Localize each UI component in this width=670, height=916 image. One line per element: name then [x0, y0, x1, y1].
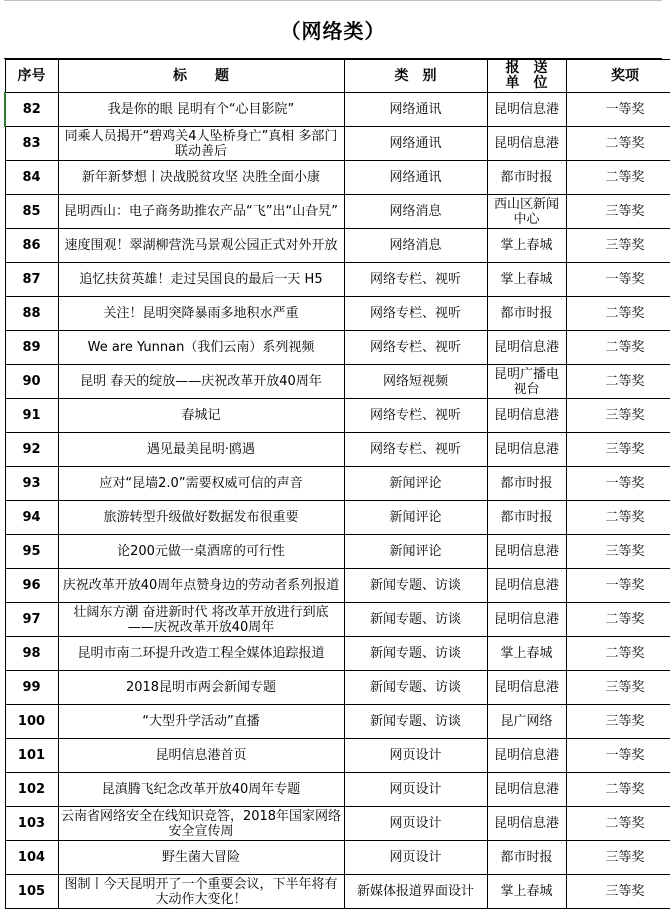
cell-title: 昆明西山：电子商务助推农产品“飞”出“山旮旯”	[58, 195, 344, 229]
cell-category: 新闻评论	[344, 467, 487, 501]
table-row	[5, 841, 670, 875]
award-sheet	[4, 0, 662, 909]
cell-award: 二等奖	[566, 331, 670, 365]
table-row	[5, 739, 670, 773]
header-unit-label: 报 送 单 位	[505, 60, 548, 91]
cell-title: We are Yunnan（我们云南）系列视频	[58, 331, 344, 365]
cell-title: 遇见最美昆明·鸥遇	[58, 433, 344, 467]
cell-award: 三等奖	[566, 229, 670, 263]
cell-unit: 掌上春城	[487, 637, 566, 671]
cell-unit: 掌上春城	[487, 875, 566, 909]
cell-award: 二等奖	[566, 161, 670, 195]
title-row	[4, 0, 662, 59]
cell-index: 99	[5, 671, 58, 705]
cell-index: 91	[5, 399, 58, 433]
cell-unit: 都市时报	[487, 161, 566, 195]
cell-unit: 都市时报	[487, 297, 566, 331]
cell-category: 网络专栏、视听	[344, 297, 487, 331]
table-row	[5, 331, 670, 365]
table-row	[5, 297, 670, 331]
cell-category: 新闻专题、访谈	[344, 705, 487, 739]
table-row	[5, 705, 670, 739]
cell-title: 图制丨今天昆明开了一个重要会议，下半年将有大动作大变化！	[58, 875, 344, 909]
cell-category: 网络消息	[344, 195, 487, 229]
cell-unit: 昆明信息港	[487, 807, 566, 841]
table-row	[5, 467, 670, 501]
cell-category: 新闻评论	[344, 501, 487, 535]
cell-unit: 都市时报	[487, 841, 566, 875]
cell-category: 网页设计	[344, 739, 487, 773]
cell-category: 网络专栏、视听	[344, 263, 487, 297]
header-award: 奖项	[566, 60, 670, 93]
cell-title: 追忆扶贫英雄！走过吴国良的最后一天 H5	[58, 263, 344, 297]
cell-category: 新闻评论	[344, 535, 487, 569]
cell-title: 应对“昆墙2.0”需要权威可信的声音	[58, 467, 344, 501]
cell-category: 网络专栏、视听	[344, 399, 487, 433]
cell-index: 101	[5, 739, 58, 773]
cell-unit: 昆明信息港	[487, 127, 566, 161]
cell-unit: 掌上春城	[487, 229, 566, 263]
header-row	[5, 60, 670, 93]
cell-award: 二等奖	[566, 637, 670, 671]
cell-category: 新闻专题、访谈	[344, 671, 487, 705]
cell-unit: 昆明信息港	[487, 535, 566, 569]
cell-category: 网络短视频	[344, 365, 487, 399]
cell-index: 92	[5, 433, 58, 467]
cell-category: 网络通讯	[344, 93, 487, 127]
cell-award: 二等奖	[566, 773, 670, 807]
cell-award: 二等奖	[566, 807, 670, 841]
cell-award: 三等奖	[566, 841, 670, 875]
table-row	[5, 365, 670, 399]
header-index: 序号	[5, 60, 58, 93]
cell-unit: 掌上春城	[487, 263, 566, 297]
cell-index: 102	[5, 773, 58, 807]
cell-category: 网络通讯	[344, 161, 487, 195]
table-row	[5, 637, 670, 671]
header-unit	[487, 60, 566, 93]
cell-title: 云南省网络安全在线知识竞答，2018年国家网络安全宣传周	[58, 807, 344, 841]
cell-award: 一等奖	[566, 467, 670, 501]
cell-title: 新年新梦想丨决战脱贫攻坚 决胜全面小康	[58, 161, 344, 195]
table-row	[5, 263, 670, 297]
cell-category: 网页设计	[344, 841, 487, 875]
table-body	[5, 93, 670, 909]
table-row	[5, 603, 670, 637]
cell-category: 网络专栏、视听	[344, 331, 487, 365]
cell-title: 2018昆明市两会新闻专题	[58, 671, 344, 705]
header-title: 标 题	[58, 60, 344, 93]
table-row	[5, 161, 670, 195]
table-row	[5, 773, 670, 807]
cell-unit: 都市时报	[487, 467, 566, 501]
cell-category: 新媒体报道界面设计	[344, 875, 487, 909]
cell-index: 94	[5, 501, 58, 535]
cell-unit: 昆明信息港	[487, 433, 566, 467]
cell-award: 一等奖	[566, 263, 670, 297]
table-row	[5, 875, 670, 909]
cell-index: 104	[5, 841, 58, 875]
cell-title: 旅游转型升级做好数据发布很重要	[58, 501, 344, 535]
cell-category: 网络专栏、视听	[344, 433, 487, 467]
cell-index: 100	[5, 705, 58, 739]
cell-award: 一等奖	[566, 93, 670, 127]
table-row	[5, 535, 670, 569]
cell-award: 三等奖	[566, 671, 670, 705]
table-row	[5, 399, 670, 433]
awards-table	[4, 59, 670, 909]
cell-index: 84	[5, 161, 58, 195]
cell-index: 83	[5, 127, 58, 161]
cell-award: 二等奖	[566, 297, 670, 331]
table-row	[5, 127, 670, 161]
cell-title: 昆明 春天的绽放——庆祝改革开放40周年	[58, 365, 344, 399]
cell-index: 95	[5, 535, 58, 569]
cell-award: 二等奖	[566, 603, 670, 637]
cell-category: 新闻专题、访谈	[344, 603, 487, 637]
cell-index: 96	[5, 569, 58, 603]
cell-index: 105	[5, 875, 58, 909]
table-row	[5, 229, 670, 263]
cell-title: 论200元做一桌酒席的可行性	[58, 535, 344, 569]
cell-index: 93	[5, 467, 58, 501]
cell-category: 网络通讯	[344, 127, 487, 161]
cell-unit: 昆明信息港	[487, 603, 566, 637]
table-row	[5, 433, 670, 467]
cell-title: 速度围观！翠湖柳营洗马景观公园正式对外开放	[58, 229, 344, 263]
cell-index: 85	[5, 195, 58, 229]
cell-title: 壮阔东方潮 奋进新时代 将改革开放进行到底——庆祝改革开放40周年	[58, 603, 344, 637]
cell-title: 同乘人员揭开“碧鸡关4人坠桥身亡”真相 多部门联动善后	[58, 127, 344, 161]
cell-award: 三等奖	[566, 705, 670, 739]
table-row	[5, 501, 670, 535]
cell-unit: 昆广网络	[487, 705, 566, 739]
cell-index: 87	[5, 263, 58, 297]
cell-index: 90	[5, 365, 58, 399]
cell-title: 庆祝改革开放40周年点赞身边的劳动者系列报道	[58, 569, 344, 603]
cell-unit: 昆明信息港	[487, 331, 566, 365]
table-row	[5, 569, 670, 603]
cell-title: 昆明市南二环提升改造工程全媒体追踪报道	[58, 637, 344, 671]
cell-award: 三等奖	[566, 195, 670, 229]
table-row	[5, 195, 670, 229]
cell-unit: 昆明广播电视台	[487, 365, 566, 399]
cell-title: “大型升学活动”直播	[58, 705, 344, 739]
table-row	[5, 93, 670, 127]
cell-index: 86	[5, 229, 58, 263]
cell-category: 新闻专题、访谈	[344, 569, 487, 603]
cell-index: 98	[5, 637, 58, 671]
cell-unit: 都市时报	[487, 501, 566, 535]
cell-award: 一等奖	[566, 739, 670, 773]
cell-award: 二等奖	[566, 501, 670, 535]
cell-award: 三等奖	[566, 535, 670, 569]
cell-index: 89	[5, 331, 58, 365]
cell-unit: 昆明信息港	[487, 739, 566, 773]
cell-title: 关注！昆明突降暴雨多地积水严重	[58, 297, 344, 331]
cell-unit: 昆明信息港	[487, 399, 566, 433]
cell-index: 88	[5, 297, 58, 331]
cell-category: 网页设计	[344, 773, 487, 807]
cell-title: 昆滇腾飞纪念改革开放40周年专题	[58, 773, 344, 807]
cell-category: 新闻专题、访谈	[344, 637, 487, 671]
cell-unit: 西山区新闻中心	[487, 195, 566, 229]
cell-award: 三等奖	[566, 399, 670, 433]
cell-award: 一等奖	[566, 569, 670, 603]
table-row	[5, 671, 670, 705]
cell-title: 野生菌大冒险	[58, 841, 344, 875]
sheet-title: （网络类）	[280, 19, 386, 43]
cell-unit: 昆明信息港	[487, 773, 566, 807]
cell-category: 网络消息	[344, 229, 487, 263]
cell-award: 二等奖	[566, 365, 670, 399]
cell-award: 三等奖	[566, 875, 670, 909]
header-category: 类 别	[344, 60, 487, 93]
cell-title: 春城记	[58, 399, 344, 433]
cell-unit: 昆明信息港	[487, 569, 566, 603]
cell-index: 97	[5, 603, 58, 637]
cell-award: 二等奖	[566, 127, 670, 161]
cell-unit: 昆明信息港	[487, 671, 566, 705]
cell-category: 网页设计	[344, 807, 487, 841]
table-row	[5, 807, 670, 841]
cell-index: 103	[5, 807, 58, 841]
cell-title: 我是你的眼 昆明有个“心目影院”	[58, 93, 344, 127]
cell-index: 82	[5, 93, 58, 127]
cell-title: 昆明信息港首页	[58, 739, 344, 773]
cell-unit: 昆明信息港	[487, 93, 566, 127]
cell-award: 三等奖	[566, 433, 670, 467]
